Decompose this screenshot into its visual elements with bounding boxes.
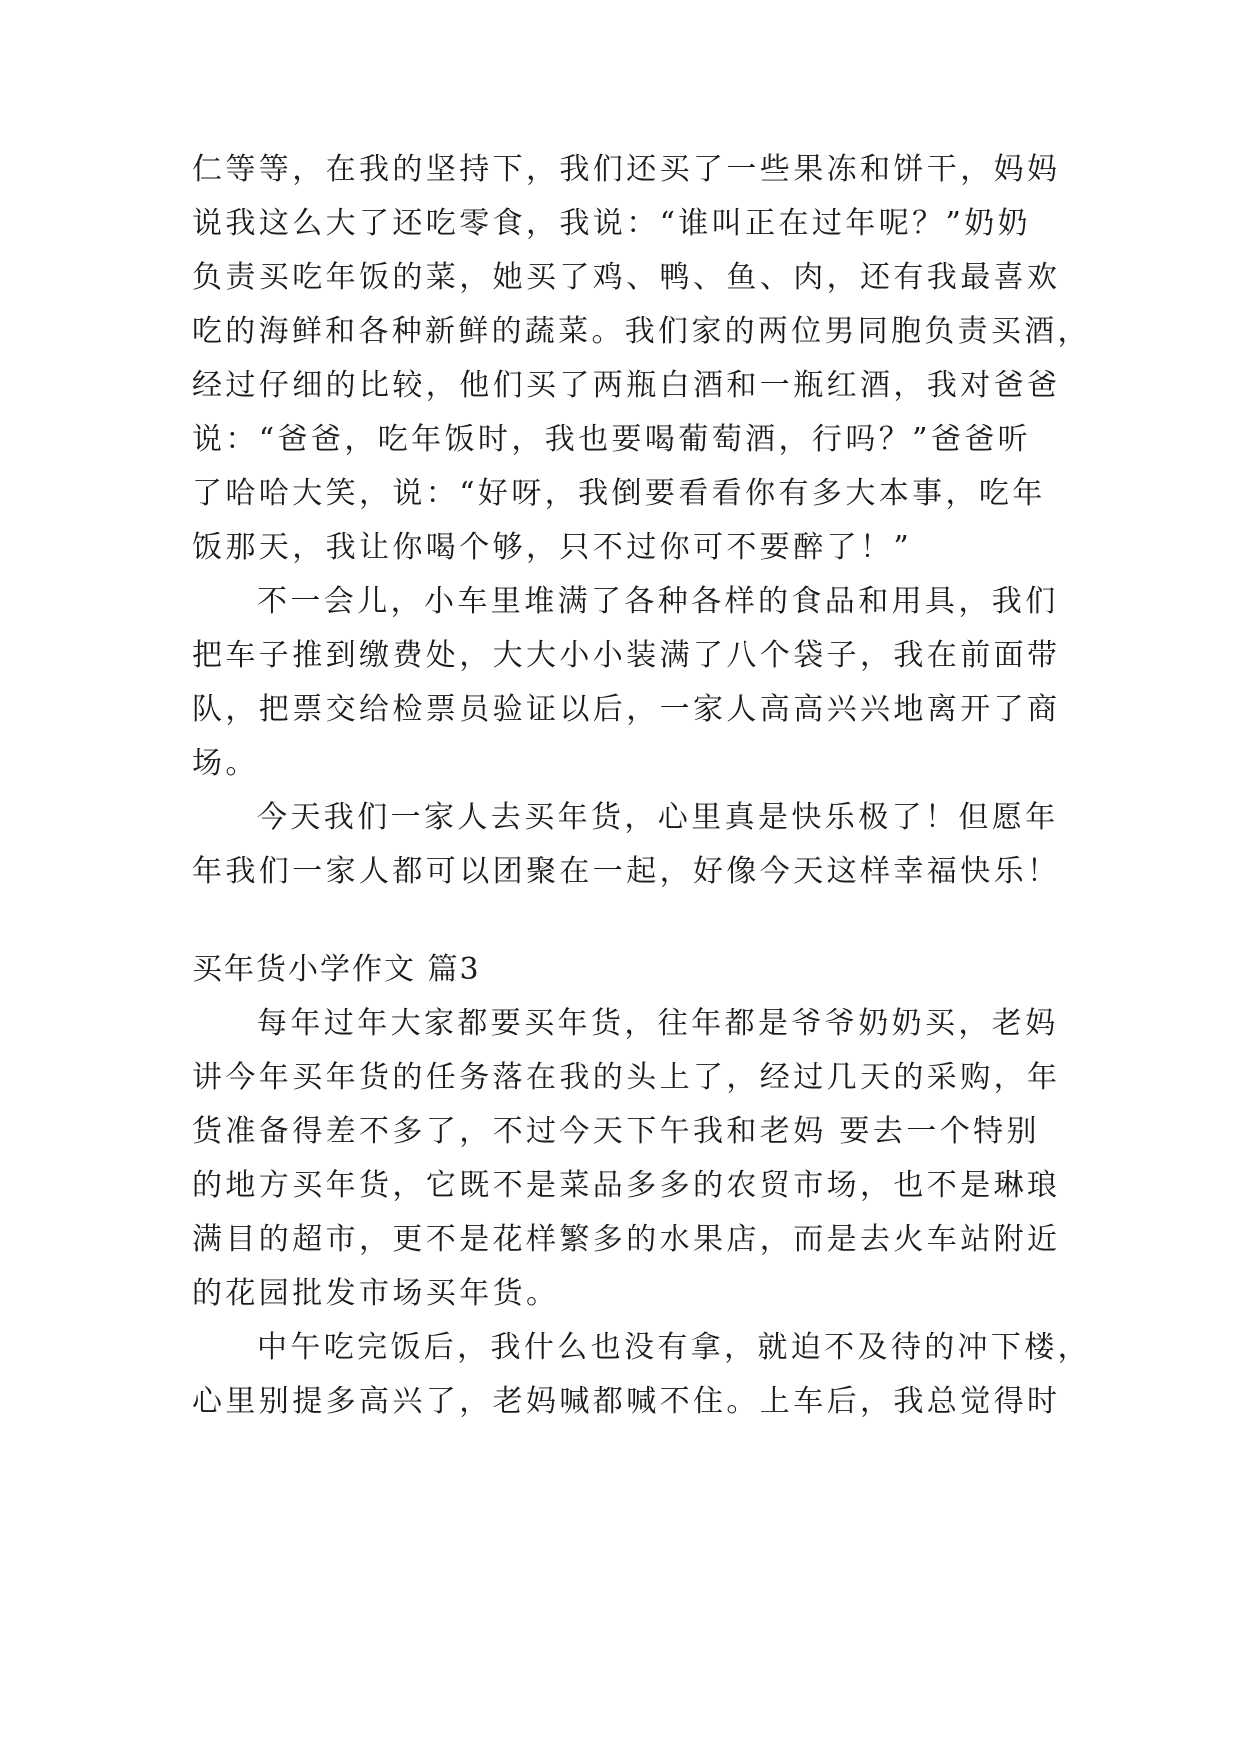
text-line: 负责买吃年饭的菜，她买了鸡、鸭、鱼、肉，还有我最喜欢 [192, 260, 1061, 295]
section-heading: 买年货小学作文 篇3 [192, 952, 481, 987]
text-line: 吃的海鲜和各种新鲜的蔬菜。我们家的两位男同胞负责买酒， [192, 314, 1091, 349]
paragraph-first-line: 每年过年大家都要买年货，往年都是爷爷奶奶买，老妈 [257, 1006, 1059, 1041]
text-line: 心里别提多高兴了，老妈喊都喊不住。上车后，我总觉得时 [192, 1384, 1061, 1419]
paragraph-first-line: 中午吃完饭后，我什么也没有拿，就迫不及待的冲下楼， [257, 1330, 1091, 1365]
text-line: 了哈哈大笑，说：“好呀，我倒要看看你有多大本事，吃年 [192, 476, 1046, 511]
text-line: 说我这么大了还吃零食，我说：“谁叫正在过年呢？”奶奶 [192, 206, 1032, 241]
text-line: 经过仔细的比较，他们买了两瓶白酒和一瓶红酒，我对爸爸 [192, 368, 1061, 403]
text-line: 满目的超市，更不是花样繁多的水果店，而是去火车站附近 [192, 1222, 1061, 1257]
text-line: 队，把票交给检票员验证以后，一家人高高兴兴地离开了商 [192, 692, 1061, 727]
paragraph-first-line: 不一会儿，小车里堆满了各种各样的食品和用具，我们 [257, 584, 1059, 619]
text-line: 把车子推到缴费处，大大小小装满了八个袋子，我在前面带 [192, 638, 1061, 673]
text-line: 的花园批发市场买年货。 [192, 1276, 560, 1311]
text-line: 年我们一家人都可以团聚在一起，好像今天这样幸福快乐！ [192, 854, 1061, 889]
text-line: 的地方买年货，它既不是菜品多多的农贸市场，也不是琳琅 [192, 1168, 1061, 1203]
text-line: 货准备得差不多了，不过今天下午我和老妈 要去一个特别 [192, 1114, 1040, 1149]
text-line: 饭那天，我让你喝个够，只不过你可不要醉了！” [192, 530, 913, 565]
text-line: 说：“爸爸，吃年饭时，我也要喝葡萄酒，行吗？”爸爸听 [192, 422, 1032, 457]
paragraph-first-line: 今天我们一家人去买年货，心里真是快乐极了！但愿年 [257, 800, 1059, 835]
text-line: 仁等等，在我的坚持下，我们还买了一些果冻和饼干，妈妈 [192, 152, 1061, 187]
text-line: 场。 [192, 746, 259, 781]
text-line: 讲今年买年货的任务落在我的头上了，经过几天的采购，年 [192, 1060, 1061, 1095]
